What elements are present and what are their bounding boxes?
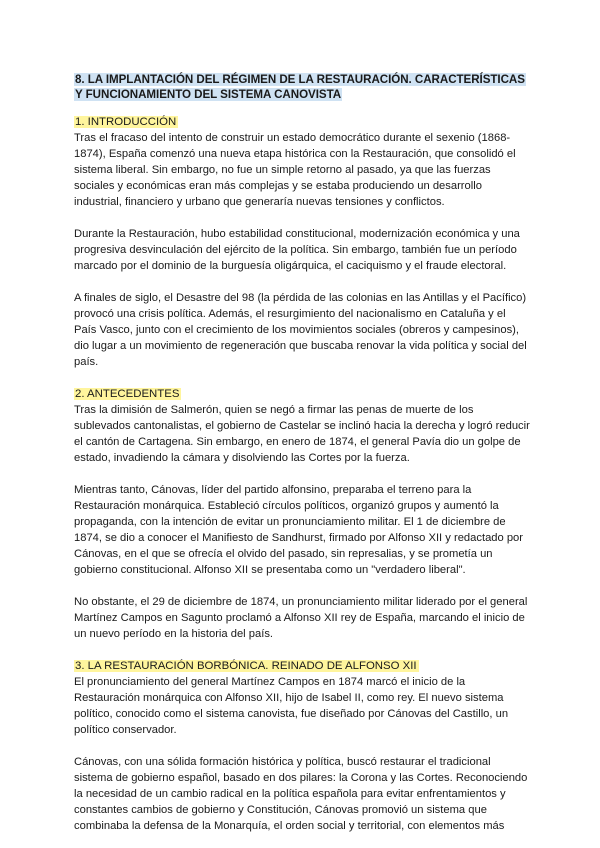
section-antecedentes xyxy=(74,386,530,642)
section-heading xyxy=(74,114,530,130)
section-heading xyxy=(74,386,530,402)
document-title xyxy=(74,72,530,102)
paragraph: Tras la dimisión de Salmerón, quien se negó a firmar las penas de muerte de los sublevados cantonalistas, el gobierno de Castelar se inclinó hacia la derecha y logró reducir el cantón de Cartagena. Sin embargo, en enero de 1874, el general Pavía dio un golpe de estado, invadiendo la cámara y disolviendo las Cortes por la fuerza. xyxy=(74,404,530,464)
document-title-text: 8. LA IMPLANTACIÓN DEL RÉGIMEN DE LA RESTAURACIÓN. CARACTERÍSTICAS Y FUNCIONAMIENTO DEL SISTEMA CANOVISTA xyxy=(75,73,525,101)
paragraph: No obstante, el 29 de diciembre de 1874, un pronunciamiento militar liderado por el general Martínez Campos en Sagunto proclamó a Alfonso XII rey de España, marcando el inicio de un nuevo período en la historia del país. xyxy=(74,596,528,640)
section-heading-text: 2. ANTECEDENTES xyxy=(75,388,180,400)
section-introduccion xyxy=(74,114,530,370)
paragraph: Cánovas, con una sólida formación histórica y política, buscó restaurar el tradicional sistema de gobierno español, basado en dos pilares: la Corona y las Cortes. Reconociendo la necesidad de un cambio radical en la política española para evitar enfrentamientos y constantes cambios de gobierno y Constitución, Cánovas promovió un sistema que combinaba la defensa de la Monarquía, el orden social y territorial, con elementos más xyxy=(74,756,528,832)
paragraph: A finales de siglo, el Desastre del 98 (la pérdida de las colonias en las Antillas y el Pacífico) provocó una crisis política. Además, el resurgimiento del nacionalismo en Cataluña y el País Vasco, junto con el crecimiento de los movimientos sociales (obreros y campesinos), dio lugar a un movimiento de regeneración que buscaba renovar la vida política y social del país. xyxy=(74,292,527,368)
section-heading-text: 1. INTRODUCCIÓN xyxy=(75,116,177,128)
section-restauracion-borbonica xyxy=(74,658,530,834)
paragraph: Tras el fracaso del intento de construir un estado democrático durante el sexenio (1868-1874), España comenzó una nueva etapa histórica con la Restauración, que consolidó el sistema liberal. Sin embargo, no fue un simple retorno al pasado, ya que las fuerzas sociales y económicas eran más complejas y se estaba produciendo un desarrollo industrial, financiero y urbano que generaría nuevas tensiones y conflictos. xyxy=(74,132,516,208)
paragraph: Mientras tanto, Cánovas, líder del partido alfonsino, preparaba el terreno para la Restauración monárquica. Estableció círculos políticos, organizó grupos y aumentó la propaganda, con la intención de evitar un pronunciamiento militar. El 1 de diciembre de 1874, se dio a conocer el Manifiesto de Sandhurst, firmado por Alfonso XII y redactado por Cánovas, en el que se ofrecía el olvido del pasado, sin represalias, y se prometía un gobierno constitucional. Alfonso XII se presentaba como un "verdadero liberal". xyxy=(74,484,524,576)
paragraph: Durante la Restauración, hubo estabilidad constitucional, modernización económica y una progresiva desvinculación del ejército de la política. Sin embargo, también fue un período marcado por el dominio de la burguesía oligárquica, el caciquismo y el fraude electoral. xyxy=(74,228,520,272)
paragraph: El pronunciamiento del general Martínez Campos en 1874 marcó el inicio de la Restauración monárquica con Alfonso XII, hijo de Isabel II, como rey. El nuevo sistema político, conocido como el sistema canovista, fue diseñado por Cánovas del Castillo, un político conservador. xyxy=(74,676,509,736)
section-heading-text: 3. LA RESTAURACIÓN BORBÓNICA. REINADO DE ALFONSO XII xyxy=(75,660,417,672)
section-heading xyxy=(74,658,530,674)
